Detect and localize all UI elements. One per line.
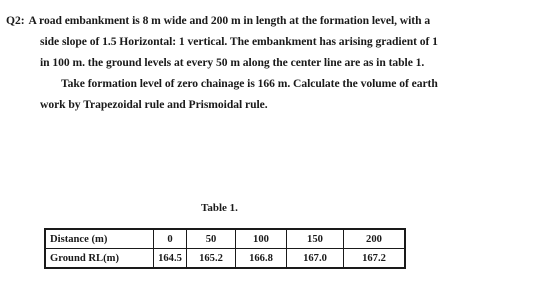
question-line-5: work by Trapezoidal rule and Prismoidal rule.: [40, 98, 268, 111]
row-header: Distance (m): [45, 229, 154, 249]
table-cell: 165.2: [187, 249, 236, 269]
table-cell: 167.2: [344, 249, 406, 269]
table-cell: 100: [236, 229, 287, 249]
table-cell: 167.0: [287, 249, 344, 269]
question-line-3: in 100 m. the ground levels at every 50 m along the center line are as in table 1.: [40, 56, 425, 69]
question-line-1: [6, 10, 540, 31]
table-cell: 164.5: [154, 249, 187, 269]
question-number: Q2:: [6, 14, 25, 27]
table-row: [45, 249, 405, 269]
table-cell: 150: [287, 229, 344, 249]
table-cell: 166.8: [236, 249, 287, 269]
table-cell: 200: [344, 229, 406, 249]
table-caption: Table 1.: [201, 202, 238, 214]
question-line-2: side slope of 1.5 Horizontal: 1 vertical. The embankment has arising gradient of 1: [40, 35, 438, 48]
table-cell: 0: [154, 229, 187, 249]
question-line-4: Take formation level of zero chainage is 166 m. Calculate the volume of earth: [61, 77, 438, 90]
ground-levels-table: [44, 228, 406, 269]
table-row: [45, 229, 405, 249]
row-header: Ground RL(m): [45, 249, 154, 269]
table-cell: 50: [187, 229, 236, 249]
question-text: [6, 10, 540, 115]
question-text-line: A road embankment is 8 m wide and 200 m in length at the formation level, with a: [28, 14, 431, 27]
